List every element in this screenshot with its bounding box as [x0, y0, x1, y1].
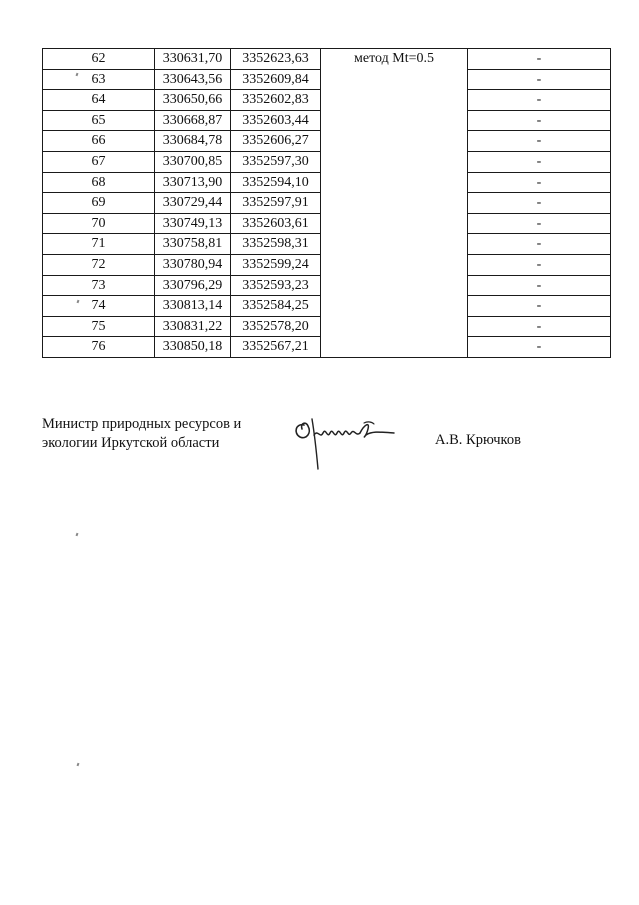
coordinate-y: 3352597,91 — [231, 193, 321, 214]
point-number: 76 — [43, 337, 155, 358]
coordinate-x: 330796,29 — [155, 275, 231, 296]
coordinate-x: 330850,18 — [155, 337, 231, 358]
coordinate-y: 3352597,30 — [231, 151, 321, 172]
point-number: 70 — [43, 213, 155, 234]
coordinate-x: 330631,70 — [155, 49, 231, 70]
coordinate-x: 330729,44 — [155, 193, 231, 214]
point-number: 65 — [43, 110, 155, 131]
coordinate-x: 330668,87 — [155, 110, 231, 131]
error-value: - — [468, 131, 611, 152]
point-number: 68 — [43, 172, 155, 193]
coordinate-y: 3352606,27 — [231, 131, 321, 152]
point-number: 74 — [43, 296, 155, 317]
point-number: 75 — [43, 316, 155, 337]
point-number: 64 — [43, 90, 155, 111]
coordinates-table-body — [43, 49, 611, 358]
coordinate-y: 3352599,24 — [231, 254, 321, 275]
coordinate-y: 3352609,84 — [231, 69, 321, 90]
coordinate-y: 3352603,44 — [231, 110, 321, 131]
coordinate-y: 3352578,20 — [231, 316, 321, 337]
point-number: 72 — [43, 254, 155, 275]
error-value: - — [468, 296, 611, 317]
error-value: - — [468, 110, 611, 131]
coordinate-x: 330831,22 — [155, 316, 231, 337]
coordinate-y: 3352567,21 — [231, 337, 321, 358]
minister-name: А.В. Крючков — [435, 432, 521, 448]
coordinate-x: 330780,94 — [155, 254, 231, 275]
coordinate-x: 330758,81 — [155, 234, 231, 255]
coordinate-y: 3352598,31 — [231, 234, 321, 255]
error-value: - — [468, 172, 611, 193]
error-value: - — [468, 275, 611, 296]
coordinate-x: 330700,85 — [155, 151, 231, 172]
method-cell: метод Mt=0.5 — [321, 49, 468, 358]
minister-title — [42, 415, 241, 453]
error-value: - — [468, 151, 611, 172]
error-value: - — [468, 234, 611, 255]
coordinate-x: 330643,56 — [155, 69, 231, 90]
signature-block — [42, 415, 610, 485]
error-value: - — [468, 254, 611, 275]
error-value: - — [468, 337, 611, 358]
point-number: 67 — [43, 151, 155, 172]
point-number: 62 — [43, 49, 155, 70]
coordinates-table — [42, 48, 611, 358]
coordinate-y: 3352603,61 — [231, 213, 321, 234]
coordinate-y: 3352602,83 — [231, 90, 321, 111]
error-value: - — [468, 316, 611, 337]
coordinate-y: 3352593,23 — [231, 275, 321, 296]
minister-title-line-1: Министр природных ресурсов и — [42, 416, 242, 432]
point-number: 63 — [43, 69, 155, 90]
coordinate-x: 330650,66 — [155, 90, 231, 111]
point-number: 71 — [43, 234, 155, 255]
coordinate-x: 330713,90 — [155, 172, 231, 193]
coordinate-y: 3352584,25 — [231, 296, 321, 317]
coordinate-x: 330684,78 — [155, 131, 231, 152]
coordinate-y: 3352623,63 — [231, 49, 321, 70]
error-value: - — [468, 49, 611, 70]
coordinate-y: 3352594,10 — [231, 172, 321, 193]
scan-speck — [77, 763, 80, 767]
handwritten-signature — [290, 411, 400, 473]
table-row — [43, 49, 611, 70]
error-value: - — [468, 193, 611, 214]
coordinate-x: 330749,13 — [155, 213, 231, 234]
error-value: - — [468, 90, 611, 111]
coordinate-x: 330813,14 — [155, 296, 231, 317]
error-value: - — [468, 69, 611, 90]
point-number: 69 — [43, 193, 155, 214]
error-value: - — [468, 213, 611, 234]
point-number: 73 — [43, 275, 155, 296]
scan-speck — [76, 533, 79, 537]
minister-title-line-2: экологии Иркутской области — [42, 435, 220, 451]
point-number: 66 — [43, 131, 155, 152]
